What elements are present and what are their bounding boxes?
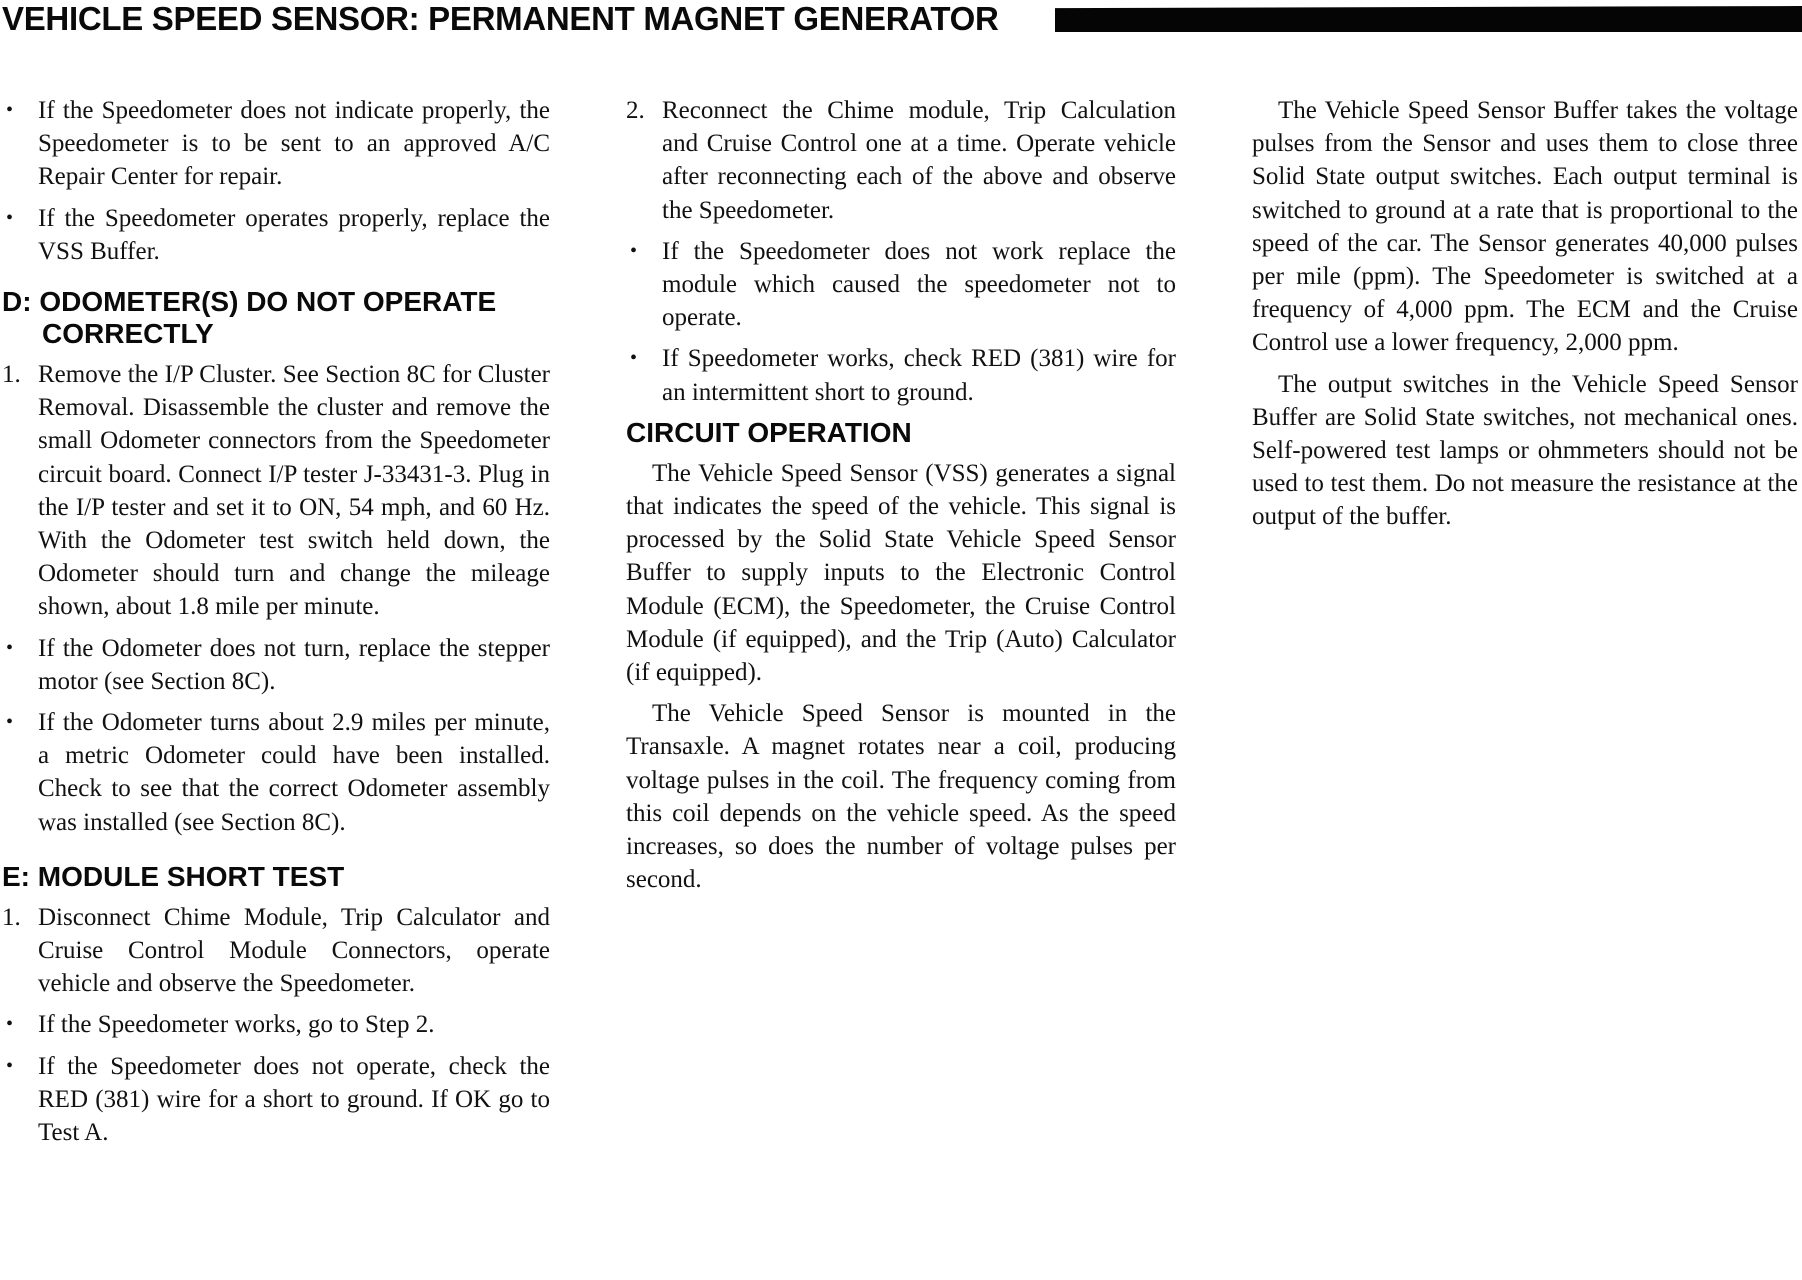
step-number: 1. (2, 361, 21, 389)
section-heading-e: E: MODULE SHORT TEST (2, 860, 345, 892)
numbered-step (2, 358, 550, 624)
column-right (1252, 94, 1798, 542)
bullet-text: If the Speedometer works, go to Step 2. (38, 1011, 435, 1039)
page-header (0, 0, 1802, 40)
paragraph: The Vehicle Speed Sensor is mounted in the Transaxle. A magnet rotates near a coil, producing voltage pulses in the coil. The frequency coming from this coil depends on the vehicle speed. As the speed increases, so does the number of voltage pulses per second. (626, 700, 1176, 894)
list-item (2, 1008, 550, 1041)
paragraph: The Vehicle Speed Sensor Buffer takes the voltage pulses from the Sensor and uses them to close three Solid State output switches. Each output terminal is switched to ground at a rate that is proportional to the speed of the car. The Sensor generates 40,000 pulses per mile (ppm). The Speedometer is switched at a frequency of 4,000 ppm. The ECM and the Cruise Control use a lower frequency, 2,000 ppm. (1252, 97, 1798, 357)
bullet-icon: • (6, 99, 14, 121)
list-item (2, 706, 550, 839)
list-item (626, 342, 1176, 408)
bullet-text: If the Speedometer does not work replace the module which caused the speedometer not to operate. (662, 237, 1176, 332)
bullet-icon: • (6, 1054, 14, 1077)
bullet-text: If the Odometer does not turn, replace the stepper motor (see Section 8C). (38, 634, 550, 695)
bullet-text: If the Speedometer does not indicate properly, the Speedometer is to be sent to an approved A/C Repair Center for repair. (38, 97, 550, 191)
list-item (2, 632, 550, 698)
bullet-text: If the Speedometer does not operate, check the RED (381) wire for a short to ground. If OK go to Test A. (38, 1052, 550, 1147)
list-item (2, 1050, 550, 1150)
paragraph: The output switches in the Vehicle Speed Sensor Buffer are Solid State switches, not mechanical ones. Self-powered test lamps or ohmmeters should not be used to test them. Do not measure the resistance at the output of the buffer. (1252, 370, 1798, 531)
bullet-text: If the Odometer turns about 2.9 miles per minute, a metric Odometer could have been installed. Check to see that the correct Odometer assembly was installed (see Section 8C). (38, 709, 550, 836)
numbered-step (626, 94, 1176, 227)
column-left (2, 94, 550, 1157)
step-number: 1. (2, 903, 21, 931)
bullet-icon: • (630, 347, 638, 370)
bullet-icon: • (6, 1013, 14, 1036)
section-heading-d: D: ODOMETER(S) DO NOT OPERATE CORRECTLY (2, 286, 497, 350)
bullet-text: If the Speedometer operates properly, replace the VSS Buffer. (38, 204, 550, 265)
bullet-text: If Speedometer works, check RED (381) wire for an intermittent short to ground. (662, 345, 1176, 406)
list-item (626, 235, 1176, 335)
bullet-icon: • (630, 239, 638, 262)
bullet-icon: • (6, 636, 14, 659)
list-item (2, 94, 550, 194)
numbered-step (2, 901, 550, 1001)
list-item (2, 202, 550, 268)
step-text: Remove the I/P Cluster. See Section 8C for Cluster Removal. Disassemble the cluster and remove the small Odometer connectors from the Speedometer circuit board. Connect I/P tester J-33431-3. Plug in the I/P tester and set it to ON, 54 mph, and 60 Hz. With the Odometer test switch held down, the Odometer should turn and change the mileage shown, about 1.8 mile per minute. (38, 361, 550, 621)
page-title: VEHICLE SPEED SENSOR: PERMANENT MAGNET GENERATOR (2, 0, 999, 37)
step-text: Disconnect Chime Module, Trip Calculator and Cruise Control Module Connectors, operate vehicle and observe the Speedometer. (38, 903, 550, 998)
column-middle (626, 94, 1176, 904)
step-text: Reconnect the Chime module, Trip Calculation and Cruise Control one at a time. Operate vehicle after reconnecting each of the above and observe the Speedometer. (662, 97, 1176, 224)
section-heading-circuit-operation: CIRCUIT OPERATION (626, 416, 912, 448)
bullet-icon: • (6, 206, 14, 229)
step-number: 2. (626, 97, 645, 124)
paragraph: The Vehicle Speed Sensor (VSS) generates a signal that indicates the speed of the vehicle. This signal is processed by the Solid State Vehicle Speed Sensor Buffer to supply inputs to the Electronic Control Module (ECM), the Speedometer, the Cruise Control Module (if equipped), and the Trip (Auto) Calculator (if equipped). (626, 459, 1176, 687)
bullet-icon: • (6, 711, 14, 734)
header-black-bar (1055, 6, 1802, 32)
